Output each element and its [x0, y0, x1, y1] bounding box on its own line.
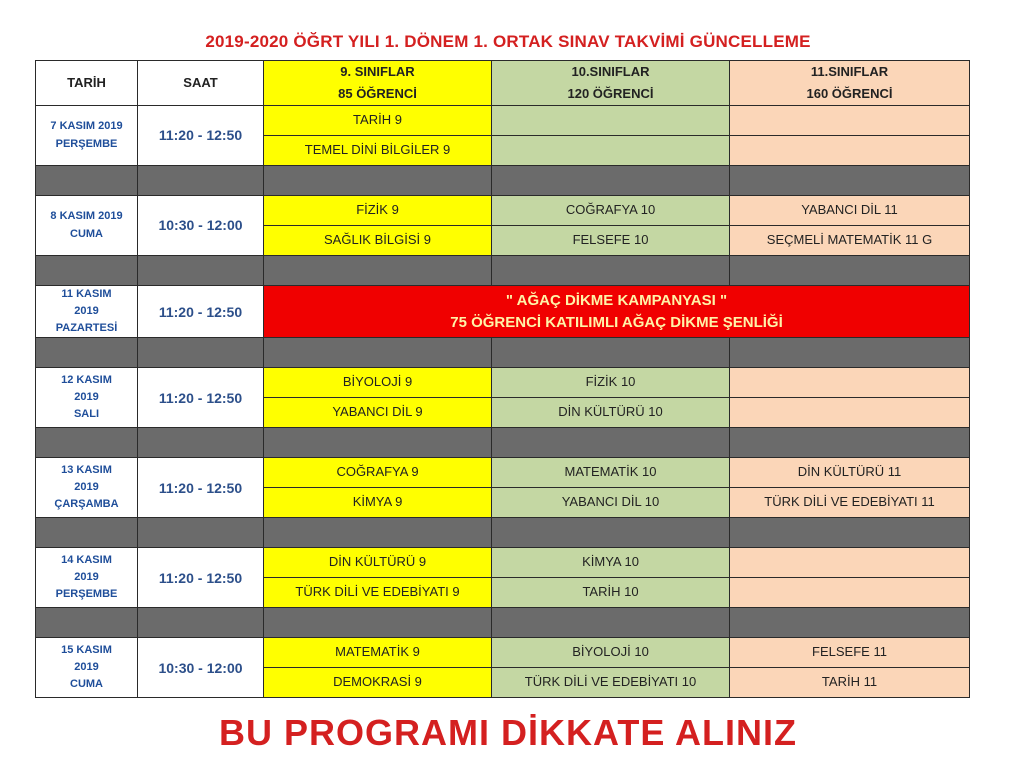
- exam-cell-grade-9: COĞRAFYA 9: [264, 458, 492, 488]
- exam-cell-grade-10: COĞRAFYA 10: [492, 196, 730, 226]
- separator-cell: [36, 608, 138, 638]
- separator-cell: [138, 608, 264, 638]
- separator-cell: [730, 608, 970, 638]
- date-line: PAZARTESİ: [55, 322, 118, 335]
- date-line: PERŞEMBE: [55, 137, 118, 150]
- schedule-row: [36, 458, 970, 488]
- time-cell: 11:20 - 12:50: [138, 548, 264, 608]
- date-line: 2019: [74, 661, 99, 674]
- separator-cell: [492, 518, 730, 548]
- exam-cell-grade-11: [730, 136, 970, 166]
- separator-cell: [492, 428, 730, 458]
- date-line: CUMA: [70, 227, 103, 240]
- exam-cell-grade-9: SAĞLIK BİLGİSİ 9: [264, 226, 492, 256]
- date-cell: [36, 458, 138, 518]
- separator-cell: [264, 428, 492, 458]
- exam-cell-grade-11: FELSEFE 11: [730, 638, 970, 668]
- separator-cell: [730, 166, 970, 196]
- exam-cell-grade-11: DİN KÜLTÜRÜ 11: [730, 458, 970, 488]
- date-cell: [36, 368, 138, 428]
- exam-cell-grade-11: [730, 548, 970, 578]
- schedule-row: [36, 548, 970, 578]
- separator-cell: [36, 518, 138, 548]
- exam-cell-grade-9: YABANCI DİL 9: [264, 398, 492, 428]
- date-cell: [36, 638, 138, 698]
- date-cell: [36, 106, 138, 166]
- separator-cell: [492, 338, 730, 368]
- date-line: 13 KASIM: [61, 464, 112, 477]
- separator-row: [36, 256, 970, 286]
- exam-cell-grade-10: TÜRK DİLİ VE EDEBİYATI 10: [492, 668, 730, 698]
- separator-cell: [138, 338, 264, 368]
- time-cell: 11:20 - 12:50: [138, 368, 264, 428]
- header-row: [36, 61, 970, 106]
- date-line: 2019: [74, 305, 99, 318]
- date-line: 2019: [74, 571, 99, 584]
- separator-row: [36, 608, 970, 638]
- separator-cell: [138, 166, 264, 196]
- header-grade-11-count: 160 ÖĞRENCİ: [806, 86, 893, 101]
- schedule-row: [36, 368, 970, 398]
- separator-cell: [730, 518, 970, 548]
- exam-cell-grade-10: DİN KÜLTÜRÜ 10: [492, 398, 730, 428]
- schedule-row: [36, 638, 970, 668]
- date-line: ÇARŞAMBA: [54, 498, 119, 511]
- exam-cell-grade-10: [492, 136, 730, 166]
- date-line: SALI: [73, 408, 100, 421]
- exam-cell-grade-9: FİZİK 9: [264, 196, 492, 226]
- campaign-line: 75 ÖĞRENCİ KATILIMLI AĞAÇ DİKME ŞENLİĞİ: [450, 313, 783, 331]
- separator-cell: [492, 166, 730, 196]
- exam-cell-grade-10: KİMYA 10: [492, 548, 730, 578]
- separator-cell: [264, 166, 492, 196]
- exam-cell-grade-10: MATEMATİK 10: [492, 458, 730, 488]
- separator-cell: [264, 518, 492, 548]
- date-line: 2019: [74, 481, 99, 494]
- separator-cell: [36, 338, 138, 368]
- date-line: CUMA: [70, 678, 103, 691]
- header-date: TARİH: [36, 61, 138, 106]
- date-line: 7 KASIM 2019: [50, 120, 123, 133]
- time-cell: 10:30 - 12:00: [138, 638, 264, 698]
- exam-cell-grade-9: TEMEL DİNİ BİLGİLER 9: [264, 136, 492, 166]
- header-grade-9-count: 85 ÖĞRENCİ: [338, 86, 417, 101]
- date-line: 15 KASIM: [61, 644, 112, 657]
- schedule-row: [36, 106, 970, 136]
- separator-row: [36, 166, 970, 196]
- exam-cell-grade-11: YABANCI DİL 11: [730, 196, 970, 226]
- separator-cell: [264, 256, 492, 286]
- date-line: 14 KASIM: [61, 554, 112, 567]
- exam-cell-grade-9: TARİH 9: [264, 106, 492, 136]
- separator-row: [36, 338, 970, 368]
- exam-cell-grade-11: [730, 578, 970, 608]
- date-line: 8 KASIM 2019: [50, 210, 123, 223]
- exam-cell-grade-10: FELSEFE 10: [492, 226, 730, 256]
- separator-cell: [730, 256, 970, 286]
- time-cell: 11:20 - 12:50: [138, 458, 264, 518]
- separator-cell: [730, 428, 970, 458]
- time-cell: 11:20 - 12:50: [138, 106, 264, 166]
- exam-cell-grade-11: [730, 368, 970, 398]
- exam-cell-grade-11: SEÇMELİ MATEMATİK 11 G: [730, 226, 970, 256]
- separator-cell: [138, 256, 264, 286]
- separator-cell: [36, 256, 138, 286]
- exam-schedule-table: [35, 60, 970, 698]
- separator-row: [36, 428, 970, 458]
- campaign-banner: [264, 286, 970, 338]
- time-cell: 11:20 - 12:50: [138, 286, 264, 338]
- exam-cell-grade-11: TÜRK DİLİ VE EDEBİYATI 11: [730, 488, 970, 518]
- header-grade-11: [730, 61, 970, 106]
- time-cell: 10:30 - 12:00: [138, 196, 264, 256]
- header-grade-9-title: 9. SINIFLAR: [340, 64, 415, 79]
- date-line: 11 KASIM: [61, 288, 112, 300]
- exam-cell-grade-10: YABANCI DİL 10: [492, 488, 730, 518]
- date-line: 2019: [74, 391, 99, 404]
- separator-cell: [264, 338, 492, 368]
- exam-cell-grade-11: [730, 106, 970, 136]
- exam-cell-grade-9: MATEMATİK 9: [264, 638, 492, 668]
- header-grade-10-count: 120 ÖĞRENCİ: [567, 86, 654, 101]
- header-time: SAAT: [138, 61, 264, 106]
- footer-notice: BU PROGRAMI DİKKATE ALINIZ: [219, 712, 797, 753]
- exam-cell-grade-9: KİMYA 9: [264, 488, 492, 518]
- separator-cell: [492, 256, 730, 286]
- header-grade-10: [492, 61, 730, 106]
- exam-cell-grade-11: TARİH 11: [730, 668, 970, 698]
- date-line: PERŞEMBE: [55, 588, 118, 601]
- exam-cell-grade-11: [730, 398, 970, 428]
- separator-cell: [264, 608, 492, 638]
- exam-cell-grade-9: DEMOKRASİ 9: [264, 668, 492, 698]
- campaign-line: " AĞAÇ DİKME KAMPANYASI ": [505, 291, 728, 309]
- separator-cell: [730, 338, 970, 368]
- schedule-row: [36, 196, 970, 226]
- date-cell: [36, 548, 138, 608]
- separator-cell: [138, 518, 264, 548]
- exam-cell-grade-10: FİZİK 10: [492, 368, 730, 398]
- date-cell: [36, 286, 138, 338]
- exam-cell-grade-9: BİYOLOJİ 9: [264, 368, 492, 398]
- exam-cell-grade-9: DİN KÜLTÜRÜ 9: [264, 548, 492, 578]
- exam-cell-grade-9: TÜRK DİLİ VE EDEBİYATI 9: [264, 578, 492, 608]
- date-cell: [36, 196, 138, 256]
- exam-cell-grade-10: TARİH 10: [492, 578, 730, 608]
- separator-row: [36, 518, 970, 548]
- date-line: 12 KASIM: [61, 374, 112, 387]
- separator-cell: [138, 428, 264, 458]
- separator-cell: [36, 428, 138, 458]
- exam-cell-grade-10: [492, 106, 730, 136]
- header-grade-10-title: 10.SINIFLAR: [571, 64, 650, 79]
- separator-cell: [36, 166, 138, 196]
- header-grade-11-title: 11.SINIFLAR: [810, 64, 889, 79]
- separator-cell: [492, 608, 730, 638]
- exam-cell-grade-10: BİYOLOJİ 10: [492, 638, 730, 668]
- page-title: 2019-2020 ÖĞRT YILI 1. DÖNEM 1. ORTAK SINAV TAKVİMİ GÜNCELLEME: [205, 32, 811, 51]
- header-grade-9: [264, 61, 492, 106]
